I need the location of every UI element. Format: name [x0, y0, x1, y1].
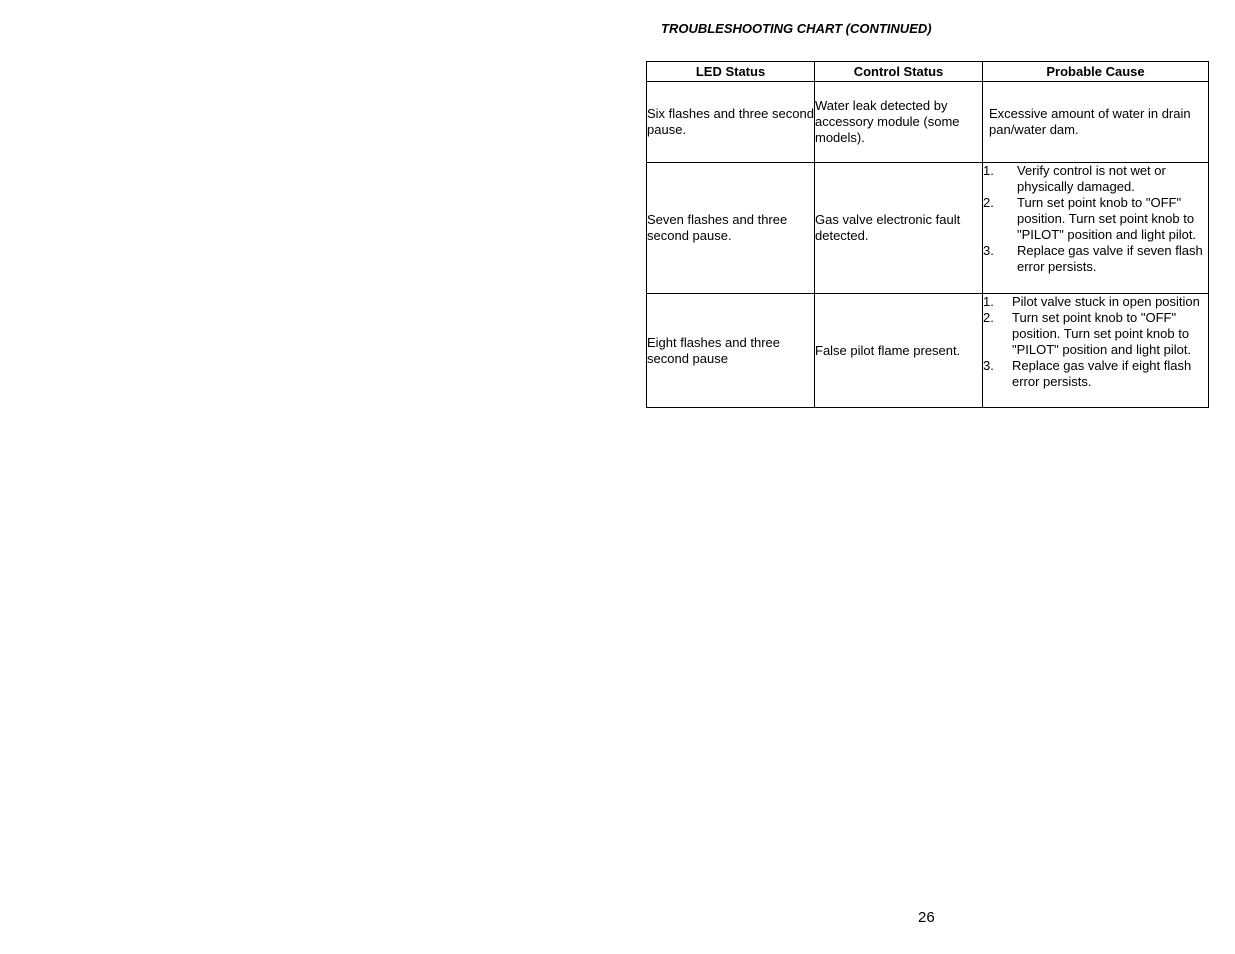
- list-item: [983, 358, 1208, 390]
- header-control-status: Control Status: [815, 62, 983, 82]
- probable-cause-cell: [983, 163, 1209, 294]
- table-header-row: [647, 62, 1209, 82]
- cause-steps-list: [983, 294, 1208, 390]
- led-status-cell: Seven flashes and three second pause.: [647, 163, 815, 294]
- led-status-cell: Six flashes and three second pause.: [647, 82, 815, 163]
- troubleshooting-table: [646, 61, 1209, 408]
- step-number: 2.: [983, 195, 994, 210]
- control-status-cell: Water leak detected by accessory module (some models).: [815, 82, 983, 163]
- list-item: [983, 310, 1208, 358]
- control-status-cell: Gas valve electronic fault detected.: [815, 163, 983, 294]
- probable-cause-cell: Excessive amount of water in drain pan/water dam.: [983, 82, 1209, 163]
- step-number: 2.: [983, 310, 994, 325]
- step-number: 3.: [983, 358, 994, 373]
- chart-title: TROUBLESHOOTING CHART (CONTINUED): [661, 21, 932, 36]
- list-item: [983, 195, 1208, 243]
- control-status-cell: False pilot flame present.: [815, 294, 983, 408]
- step-text: Turn set point knob to "OFF" position. Turn set point knob to "PILOT" position and light pilot.: [1017, 195, 1197, 242]
- table-row: [647, 163, 1209, 294]
- cause-steps-list: [983, 163, 1208, 275]
- step-number: 3.: [983, 243, 994, 258]
- list-item: [983, 163, 1208, 195]
- step-text: Verify control is not wet or physically damaged.: [1017, 163, 1166, 194]
- step-number: 1.: [983, 294, 994, 309]
- probable-cause-cell: [983, 294, 1209, 408]
- list-item: [983, 243, 1208, 275]
- led-status-cell: Eight flashes and three second pause: [647, 294, 815, 408]
- page-number: 26: [918, 909, 935, 926]
- step-text: Replace gas valve if seven flash error persists.: [1017, 243, 1203, 274]
- step-number: 1.: [983, 163, 994, 178]
- table-row: [647, 82, 1209, 163]
- header-led-status: LED Status: [647, 62, 815, 82]
- step-text: Pilot valve stuck in open position: [1012, 294, 1200, 309]
- header-probable-cause: Probable Cause: [983, 62, 1209, 82]
- step-text: Turn set point knob to "OFF" position. Turn set point knob to "PILOT" position and light pilot.: [1012, 310, 1192, 357]
- table-row: [647, 294, 1209, 408]
- step-text: Replace gas valve if eight flash error persists.: [1012, 358, 1192, 389]
- list-item: [983, 294, 1208, 310]
